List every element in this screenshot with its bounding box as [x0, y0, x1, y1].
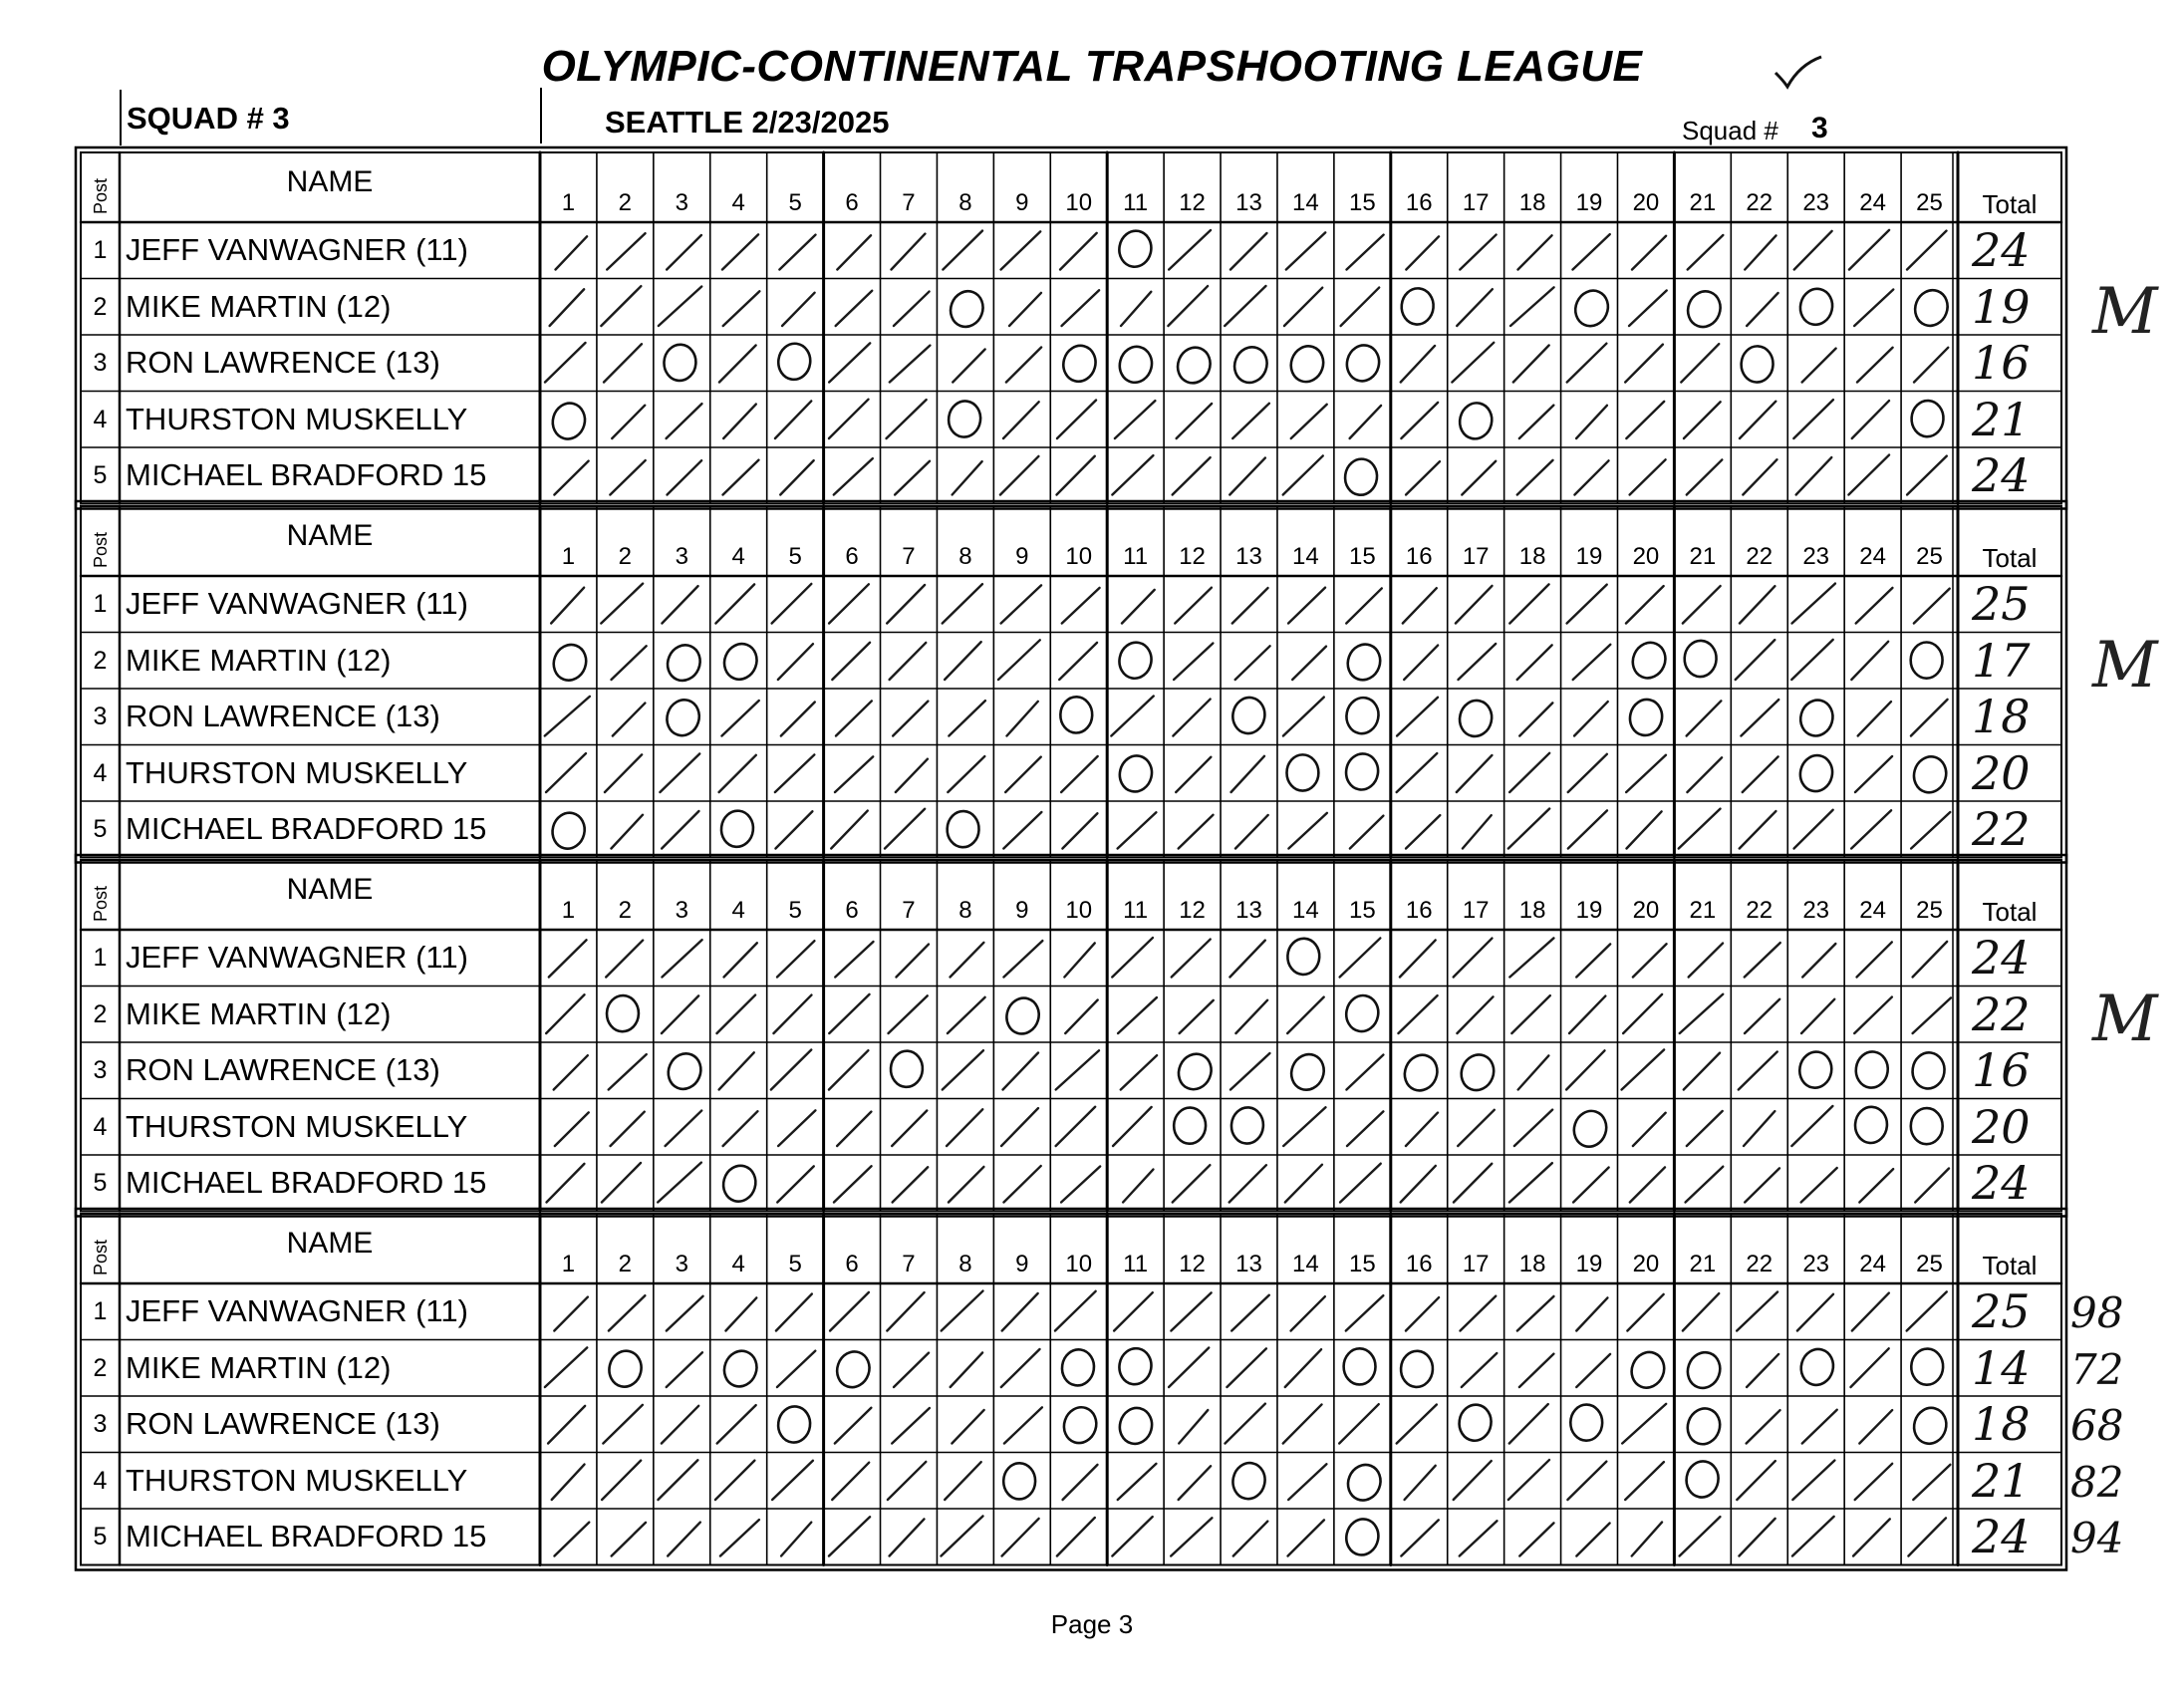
post-number: 5 [93, 1169, 108, 1197]
post-number: 1 [93, 944, 108, 972]
post-number: 1 [93, 236, 108, 264]
target-number: 4 [731, 189, 745, 216]
shooter-name: MICHAEL BRADFORD 15 [126, 811, 487, 846]
target-number: 22 [1746, 1251, 1774, 1277]
post-number: 2 [93, 292, 108, 321]
post-header: Post [91, 1239, 111, 1275]
round-total: 25 [1972, 577, 2031, 631]
shooter-name: RON LAWRENCE (13) [126, 345, 440, 380]
target-number: 6 [845, 1251, 859, 1277]
post-number: 1 [93, 590, 108, 618]
target-number: 17 [1462, 1251, 1490, 1277]
scorer-initials: M [2092, 983, 2158, 1056]
target-number: 4 [731, 543, 745, 570]
target-number: 15 [1348, 543, 1376, 570]
target-number: 17 [1462, 543, 1490, 570]
shooter-name: RON LAWRENCE (13) [126, 1052, 440, 1087]
target-number: 18 [1518, 543, 1546, 570]
post-number: 3 [93, 1056, 108, 1084]
target-number: 20 [1632, 897, 1660, 924]
round-total: 16 [1972, 1043, 2031, 1097]
grand-total: 98 [2070, 1288, 2124, 1337]
post-number: 2 [93, 999, 108, 1028]
target-number: 24 [1859, 189, 1886, 216]
shooter-name: MICHAEL BRADFORD 15 [126, 1165, 487, 1200]
target-number: 3 [675, 897, 688, 924]
target-number: 13 [1235, 897, 1262, 924]
target-number: 7 [902, 189, 916, 216]
target-number: 8 [958, 543, 972, 570]
round-total: 24 [1972, 448, 2031, 502]
post-number: 4 [93, 1112, 108, 1141]
target-number: 22 [1746, 543, 1774, 570]
total-header: Total [1982, 897, 2038, 927]
target-number: 4 [731, 897, 745, 924]
shooter-name: JEFF VANWAGNER (11) [126, 586, 468, 621]
shooter-name: THURSTON MUSKELLY [126, 1462, 468, 1498]
total-header: Total [1982, 189, 2038, 219]
target-number: 12 [1179, 1251, 1206, 1277]
target-number: 23 [1802, 543, 1830, 570]
squad-number-label: Squad # [1682, 116, 1778, 145]
target-number: 2 [618, 189, 633, 216]
target-number: 14 [1292, 189, 1319, 216]
target-number: 14 [1292, 543, 1319, 570]
squad-label: SQUAD # 3 [127, 101, 290, 136]
target-number: 4 [731, 1251, 745, 1277]
post-header: Post [91, 531, 111, 568]
post-number: 4 [93, 405, 108, 433]
target-number: 13 [1235, 1251, 1262, 1277]
target-number: 3 [675, 1251, 688, 1277]
shooter-name: RON LAWRENCE (13) [126, 699, 440, 733]
target-number: 21 [1689, 189, 1717, 216]
post-number: 5 [93, 1523, 108, 1551]
target-number: 19 [1575, 1251, 1603, 1277]
target-number: 7 [902, 543, 916, 570]
target-number: 11 [1123, 189, 1149, 216]
target-number: 5 [788, 1251, 802, 1277]
round-total: 20 [1972, 1099, 2031, 1154]
shooter-name: MIKE MARTIN (12) [126, 288, 392, 324]
total-header: Total [1982, 1251, 2038, 1280]
post-number: 4 [93, 1466, 108, 1495]
target-number: 10 [1065, 543, 1093, 570]
target-number: 8 [958, 897, 972, 924]
target-number: 14 [1292, 897, 1319, 924]
target-number: 25 [1916, 897, 1943, 924]
target-number: 8 [958, 189, 972, 216]
post-number: 1 [93, 1297, 108, 1325]
target-number: 20 [1632, 189, 1660, 216]
page-title: OLYMPIC-CONTINENTAL TRAPSHOOTING LEAGUE [541, 42, 1643, 91]
target-number: 23 [1802, 897, 1830, 924]
target-number: 24 [1859, 543, 1886, 570]
shooter-name: MICHAEL BRADFORD 15 [126, 457, 487, 492]
target-number: 9 [1015, 897, 1029, 924]
post-number: 4 [93, 758, 108, 787]
target-number: 18 [1518, 189, 1546, 216]
target-number: 19 [1575, 189, 1603, 216]
target-number: 23 [1802, 189, 1830, 216]
target-number: 7 [902, 1251, 916, 1277]
target-number: 11 [1123, 543, 1149, 570]
name-header: NAME [286, 1227, 374, 1260]
post-number: 2 [93, 646, 108, 675]
target-number: 15 [1348, 1251, 1376, 1277]
target-number: 18 [1518, 897, 1546, 924]
target-number: 16 [1405, 897, 1433, 924]
target-number: 16 [1405, 1251, 1433, 1277]
shooter-name: THURSTON MUSKELLY [126, 401, 468, 436]
shooter-name: JEFF VANWAGNER (11) [126, 232, 468, 267]
post-number: 3 [93, 1410, 108, 1438]
target-number: 3 [675, 543, 688, 570]
target-number: 19 [1575, 543, 1603, 570]
target-number: 12 [1179, 543, 1206, 570]
target-number: 12 [1179, 897, 1206, 924]
scorer-initials: M [2092, 629, 2158, 703]
target-number: 2 [618, 1251, 633, 1277]
target-number: 5 [788, 189, 802, 216]
target-number: 24 [1859, 897, 1886, 924]
target-number: 10 [1065, 1251, 1093, 1277]
round-total: 22 [1972, 802, 2031, 856]
target-number: 1 [561, 1251, 576, 1277]
target-number: 17 [1462, 189, 1490, 216]
round-total: 14 [1972, 1340, 2031, 1395]
target-number: 11 [1123, 897, 1149, 924]
shooter-name: RON LAWRENCE (13) [126, 1406, 440, 1441]
target-number: 18 [1518, 1251, 1546, 1277]
name-header: NAME [286, 165, 374, 198]
target-number: 20 [1632, 543, 1660, 570]
post-number: 5 [93, 815, 108, 843]
target-number: 13 [1235, 543, 1262, 570]
name-header: NAME [286, 519, 374, 552]
round-total: 24 [1972, 1156, 2031, 1210]
post-header: Post [91, 885, 111, 922]
shooter-name: MIKE MARTIN (12) [126, 995, 392, 1031]
post-number: 2 [93, 1353, 108, 1382]
target-number: 24 [1859, 1251, 1886, 1277]
target-number: 6 [845, 897, 859, 924]
target-number: 19 [1575, 897, 1603, 924]
grand-total: 68 [2070, 1401, 2124, 1450]
target-number: 16 [1405, 189, 1433, 216]
target-number: 17 [1462, 897, 1490, 924]
target-number: 2 [618, 897, 633, 924]
target-number: 2 [618, 543, 633, 570]
grand-total: 72 [2070, 1344, 2124, 1394]
target-number: 1 [561, 189, 576, 216]
target-number: 9 [1015, 1251, 1029, 1277]
target-number: 25 [1916, 543, 1943, 570]
target-number: 14 [1292, 1251, 1319, 1277]
squad-number-value: 3 [1811, 112, 1828, 144]
round-total: 17 [1972, 633, 2031, 688]
target-number: 6 [845, 189, 859, 216]
post-number: 3 [93, 703, 108, 730]
target-number: 12 [1179, 189, 1206, 216]
round-total: 21 [1972, 1453, 2031, 1508]
round-total: 20 [1972, 745, 2031, 800]
round-total: 16 [1972, 336, 2031, 390]
shooter-name: MIKE MARTIN (12) [126, 1349, 392, 1385]
shooter-name: MIKE MARTIN (12) [126, 642, 392, 678]
name-header: NAME [286, 873, 374, 906]
target-number: 21 [1689, 543, 1717, 570]
target-number: 25 [1916, 1251, 1943, 1277]
post-header: Post [91, 177, 111, 214]
target-number: 6 [845, 543, 859, 570]
round-total: 22 [1972, 987, 2031, 1041]
target-number: 20 [1632, 1251, 1660, 1277]
target-number: 3 [675, 189, 688, 216]
grand-total: 94 [2070, 1514, 2124, 1562]
post-number: 3 [93, 349, 108, 377]
target-number: 25 [1916, 189, 1943, 216]
grand-total: 82 [2070, 1457, 2124, 1507]
shooter-name: JEFF VANWAGNER (11) [126, 1293, 468, 1328]
round-total: 19 [1972, 279, 2031, 334]
target-number: 10 [1065, 189, 1093, 216]
target-number: 13 [1235, 189, 1262, 216]
target-number: 21 [1689, 1251, 1717, 1277]
round-total: 24 [1972, 223, 2031, 277]
target-number: 21 [1689, 897, 1717, 924]
target-number: 1 [561, 897, 576, 924]
total-header: Total [1982, 543, 2038, 573]
target-number: 1 [561, 543, 576, 570]
target-number: 15 [1348, 189, 1376, 216]
target-number: 11 [1123, 1251, 1149, 1277]
round-total: 25 [1972, 1284, 2031, 1338]
round-total: 18 [1972, 1397, 2031, 1451]
round-total: 24 [1972, 1510, 2031, 1563]
post-number: 5 [93, 461, 108, 489]
scorer-initials: M [2092, 275, 2158, 349]
page-number: Page 3 [1050, 1609, 1134, 1639]
shooter-name: MICHAEL BRADFORD 15 [126, 1519, 487, 1553]
target-number: 15 [1348, 897, 1376, 924]
target-number: 22 [1746, 897, 1774, 924]
target-number: 23 [1802, 1251, 1830, 1277]
event-label: SEATTLE 2/23/2025 [605, 105, 890, 140]
shooter-name: THURSTON MUSKELLY [126, 1108, 468, 1144]
target-number: 10 [1065, 897, 1093, 924]
target-number: 9 [1015, 189, 1029, 216]
target-number: 22 [1746, 189, 1774, 216]
target-number: 7 [902, 897, 916, 924]
target-number: 9 [1015, 543, 1029, 570]
round-total: 21 [1972, 392, 2031, 446]
target-number: 5 [788, 897, 802, 924]
shooter-name: THURSTON MUSKELLY [126, 754, 468, 790]
target-number: 5 [788, 543, 802, 570]
round-total: 24 [1972, 931, 2031, 985]
target-number: 8 [958, 1251, 972, 1277]
round-total: 18 [1972, 690, 2031, 743]
target-number: 16 [1405, 543, 1433, 570]
shooter-name: JEFF VANWAGNER (11) [126, 940, 468, 975]
